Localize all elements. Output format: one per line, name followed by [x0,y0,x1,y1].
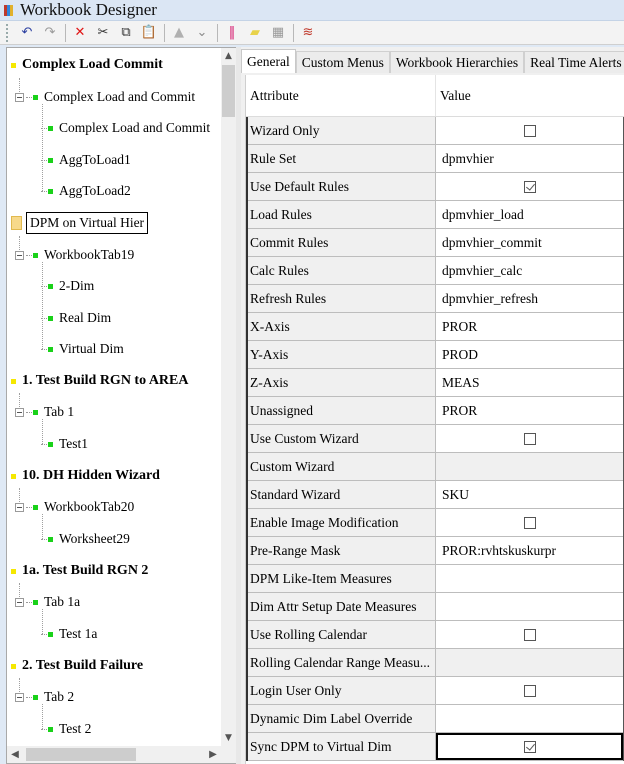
grid-row [248,145,623,173]
value-cell[interactable] [436,705,623,732]
attribute-cell[interactable]: Rule Set [248,145,436,172]
collapse-icon[interactable] [15,251,24,260]
grid-row [248,173,623,201]
redo-button[interactable] [40,23,60,43]
tree-item[interactable] [15,589,80,615]
delete-button[interactable] [70,23,90,43]
tree-guide-line [19,236,20,250]
tree-item[interactable] [15,684,74,710]
move-up-button[interactable] [169,23,189,43]
attribute-cell[interactable]: Wizard Only [248,117,436,144]
grid-row [248,565,623,593]
checkbox-unchecked[interactable] [524,517,536,529]
attribute-cell[interactable]: Use Rolling Calendar [248,621,436,648]
attribute-cell[interactable]: Rolling Calendar Range Measu... [248,649,436,676]
value-cell[interactable]: PROR [436,313,623,340]
tab-marker-icon [33,505,38,510]
value-cell-disabled [436,453,623,480]
tree-item-label: AggToLoad2 [59,183,131,198]
attribute-cell[interactable]: Use Custom Wizard [248,425,436,452]
window-title: Workbook Designer [20,0,157,19]
checkbox-checked[interactable] [524,181,536,193]
tab-marker-icon [33,410,38,415]
value-cell[interactable]: dpmvhier [436,145,623,172]
tree-item-label: WorkbookTab19 [44,247,135,262]
tree-item[interactable] [41,305,111,331]
paste-icon: 📋 [140,25,158,40]
checkbox-unchecked[interactable] [524,685,536,697]
tree-guide-line [42,104,43,191]
tree-item[interactable] [15,399,74,425]
attribute-cell[interactable]: Commit Rules [248,229,436,256]
grid-button[interactable] [268,23,288,43]
tree-item[interactable] [11,653,143,679]
attribute-cell[interactable]: Unassigned [248,397,436,424]
grid-row [248,313,623,341]
tree-item[interactable] [41,431,88,457]
tree-connector [26,97,32,98]
value-cell[interactable]: PROR [436,397,623,424]
workbook-tree-pane [6,47,236,764]
tree-item[interactable] [11,463,160,489]
tree-item-label: 2-Dim [59,278,95,293]
tree-item-label: Virtual Dim [59,341,124,356]
value-checkbox-cell[interactable] [436,733,623,760]
tree-item-label: Test1 [59,436,89,451]
value-cell[interactable] [436,565,623,592]
value-checkbox-cell[interactable] [436,425,623,452]
header-attribute[interactable]: Attribute [246,75,436,116]
tree-item[interactable] [11,52,163,78]
value-cell[interactable]: MEAS [436,369,623,396]
value-cell[interactable]: PROD [436,341,623,368]
copy-icon: ⧉ [121,25,131,40]
folders-icon: ▰ [250,25,260,40]
tree-guide-line [19,583,20,597]
copy-button[interactable] [116,23,136,43]
columns-button[interactable] [222,23,242,43]
value-cell[interactable]: dpmvhier_commit [436,229,623,256]
folder-icon [11,216,22,230]
tree-item-label: AggToLoad1 [59,152,131,167]
tree-item-label: Test 2 [59,721,92,736]
worksheet-marker-icon [48,442,53,447]
workbook-marker-icon [11,474,16,479]
value-checkbox-cell[interactable] [436,173,623,200]
tree-connector [26,602,32,603]
grid-row [248,593,623,621]
attribute-cell[interactable]: Dynamic Dim Label Override [248,705,436,732]
value-cell[interactable]: SKU [436,481,623,508]
grid-row [248,705,623,733]
scroll-right-icon[interactable]: ▶ [209,749,217,760]
tree-guide-line [19,488,20,502]
worksheet-marker-icon [48,632,53,637]
tab-custom-menus[interactable]: Custom Menus [296,51,390,73]
tree-item[interactable] [15,242,134,268]
grid-row [248,201,623,229]
app-icon [4,4,14,16]
delete-icon: ✕ [74,25,86,40]
header-value[interactable]: Value [440,87,471,103]
toolbar-grip[interactable] [6,24,9,42]
tree-item[interactable] [41,147,131,173]
value-checkbox-cell[interactable] [436,621,623,648]
tree-guide-line [42,262,43,349]
attribute-cell[interactable]: Enable Image Modification [248,509,436,536]
workbook-tree [7,48,221,746]
attribute-cell[interactable]: Y-Axis [248,341,436,368]
workbook-marker-icon [11,63,16,68]
tree-item-label: DPM on Virtual Hier [26,212,148,234]
tree-guide-line [19,678,20,692]
tree-item[interactable] [41,526,130,552]
grid-row [248,229,623,257]
undo-icon: ↶ [21,25,33,40]
checkbox-unchecked[interactable] [524,629,536,641]
tree-item-label: 1. Test Build RGN to AREA [22,373,189,388]
properties-pane [241,47,624,764]
tree-item-label: 1a. Test Build RGN 2 [22,563,149,578]
tree-item-label: Tab 1 [44,404,75,419]
scroll-left-icon[interactable]: ◀ [11,749,19,760]
worksheet-marker-icon [48,727,53,732]
value-checkbox-cell[interactable] [436,509,623,536]
tree-vertical-scrollbar[interactable] [221,48,236,746]
tab-marker-icon [33,95,38,100]
grid-row [248,481,623,509]
tree-item[interactable] [41,273,94,299]
collapse-icon[interactable] [15,408,24,417]
tree-item-label: Tab 1a [44,594,81,609]
tab-workbook-hierarchies[interactable]: Workbook Hierarchies [390,51,524,73]
grid-row [248,425,623,453]
worksheet-marker-icon [48,126,53,131]
tree-item-label: Complex Load and Commit [59,120,211,135]
value-cell[interactable]: dpmvhier_load [436,201,623,228]
tree-connector [26,255,32,256]
tree-connector [26,507,32,508]
value-checkbox-cell[interactable] [436,117,623,144]
attribute-cell[interactable]: Load Rules [248,201,436,228]
tree-item[interactable] [11,368,188,394]
tree-item[interactable] [41,115,210,141]
tree-item[interactable] [15,494,134,520]
worksheet-marker-icon [48,347,53,352]
paste-button[interactable] [139,23,159,43]
tree-guide-line [19,78,20,92]
grid-row [248,257,623,285]
move-up-icon: ▲ [174,25,184,40]
properties-tabs [241,49,624,73]
attribute-grid [245,75,624,764]
workbook-marker-icon [11,379,16,384]
grid-row [248,537,623,565]
tree-guide-line [19,393,20,407]
grid-row [248,369,623,397]
grid-row [248,341,623,369]
tab-general[interactable]: General [241,49,296,73]
toolbar-separator [65,24,66,42]
value-checkbox-cell[interactable] [436,677,623,704]
attribute-cell[interactable]: Refresh Rules [248,285,436,312]
grid-row [248,677,623,705]
tree-item-label: 10. DH Hidden Wizard [22,468,160,483]
tree-connector [26,412,32,413]
worksheet-marker-icon [48,316,53,321]
grid-rows [246,117,624,761]
tree-item[interactable] [41,336,124,362]
grid-icon: ▦ [271,25,285,40]
grid-row [248,285,623,313]
grid-row [248,621,623,649]
attribute-cell[interactable]: Z-Axis [248,369,436,396]
value-cell-disabled [436,649,623,676]
attribute-cell[interactable]: Calc Rules [248,257,436,284]
tree-guide-line [42,514,43,539]
cut-icon: ✂ [97,25,109,40]
tab-marker-icon [33,600,38,605]
tab-marker-icon [33,695,38,700]
worksheet-marker-icon [48,158,53,163]
collapse-icon[interactable] [15,693,24,702]
tab-real-time-alerts[interactable]: Real Time Alerts [524,51,624,73]
scroll-up-icon[interactable]: ▲ [225,51,232,61]
tree-item-label: Complex Load and Commit [44,89,196,104]
toolbar [0,21,624,45]
attribute-cell[interactable]: Use Default Rules [248,173,436,200]
grid-row [248,453,623,481]
tree-item-label: Worksheet29 [59,531,130,546]
tree-item-label: WorkbookTab20 [44,499,135,514]
attribute-cell[interactable]: Login User Only [248,677,436,704]
checkbox-unchecked[interactable] [524,125,536,137]
attribute-cell[interactable]: Pre-Range Mask [248,537,436,564]
grid-row [248,649,623,677]
tree-guide-line [42,609,43,634]
tree-horizontal-scrollbar[interactable] [7,746,221,763]
value-cell[interactable]: PROR:rvhtskuskurpr [436,537,623,564]
tree-item[interactable] [11,210,148,236]
tree-item-label: Test 1a [59,626,98,641]
worksheet-marker-icon [48,537,53,542]
attribute-cell[interactable]: Sync DPM to Virtual Dim [248,733,436,760]
columns-icon: ‖ [228,25,236,40]
attribute-cell[interactable]: Dim Attr Setup Date Measures [248,593,436,620]
title-bar [0,0,624,21]
grid-row [248,117,623,145]
tree-guide-line [42,419,43,444]
cut-button[interactable] [93,23,113,43]
tree-item-label: Real Dim [59,310,112,325]
grid-row [248,509,623,537]
scroll-down-icon[interactable]: ▼ [225,733,232,743]
tree-item-label: Tab 2 [44,689,75,704]
worksheet-marker-icon [48,189,53,194]
attribute-cell[interactable]: DPM Like-Item Measures [248,565,436,592]
scroll-corner [221,746,236,763]
attribute-cell[interactable]: Custom Wizard [248,453,436,480]
tab-marker-icon [33,253,38,258]
move-down-button[interactable] [192,23,212,43]
value-cell[interactable] [436,593,623,620]
toolbar-separator [164,24,165,42]
workbook-marker-icon [11,664,16,669]
attribute-cell[interactable]: Standard Wizard [248,481,436,508]
tree-item-label: Complex Load Commit [22,57,163,72]
move-down-icon: ⌄ [196,25,208,40]
workbook-marker-icon [11,569,16,574]
tree-item[interactable] [11,558,148,584]
redo-icon: ↷ [44,25,56,40]
chart-tool-icon: ≋ [302,25,314,40]
undo-button[interactable] [17,23,37,43]
hscroll-thumb[interactable] [26,748,136,761]
grid-row [248,397,623,425]
tree-guide-line [42,704,43,729]
collapse-icon[interactable] [15,598,24,607]
grid-row [248,733,623,761]
tree-connector [26,697,32,698]
toolbar-separator [293,24,294,42]
chart-tool-button[interactable] [298,23,318,43]
checkbox-unchecked[interactable] [524,433,536,445]
tree-item[interactable] [41,621,97,647]
folders-button[interactable] [245,23,265,43]
worksheet-marker-icon [48,284,53,289]
tree-item[interactable] [41,716,91,742]
checkbox-checked[interactable] [524,741,536,753]
tree-item-label: 2. Test Build Failure [22,658,144,673]
toolbar-separator [217,24,218,42]
value-cell[interactable]: dpmvhier_refresh [436,285,623,312]
grid-header [246,75,624,117]
value-cell[interactable]: dpmvhier_calc [436,257,623,284]
tree-item[interactable] [41,178,131,204]
scroll-thumb[interactable] [222,65,235,117]
attribute-cell[interactable]: X-Axis [248,313,436,340]
collapse-icon[interactable] [15,93,24,102]
collapse-icon[interactable] [15,503,24,512]
